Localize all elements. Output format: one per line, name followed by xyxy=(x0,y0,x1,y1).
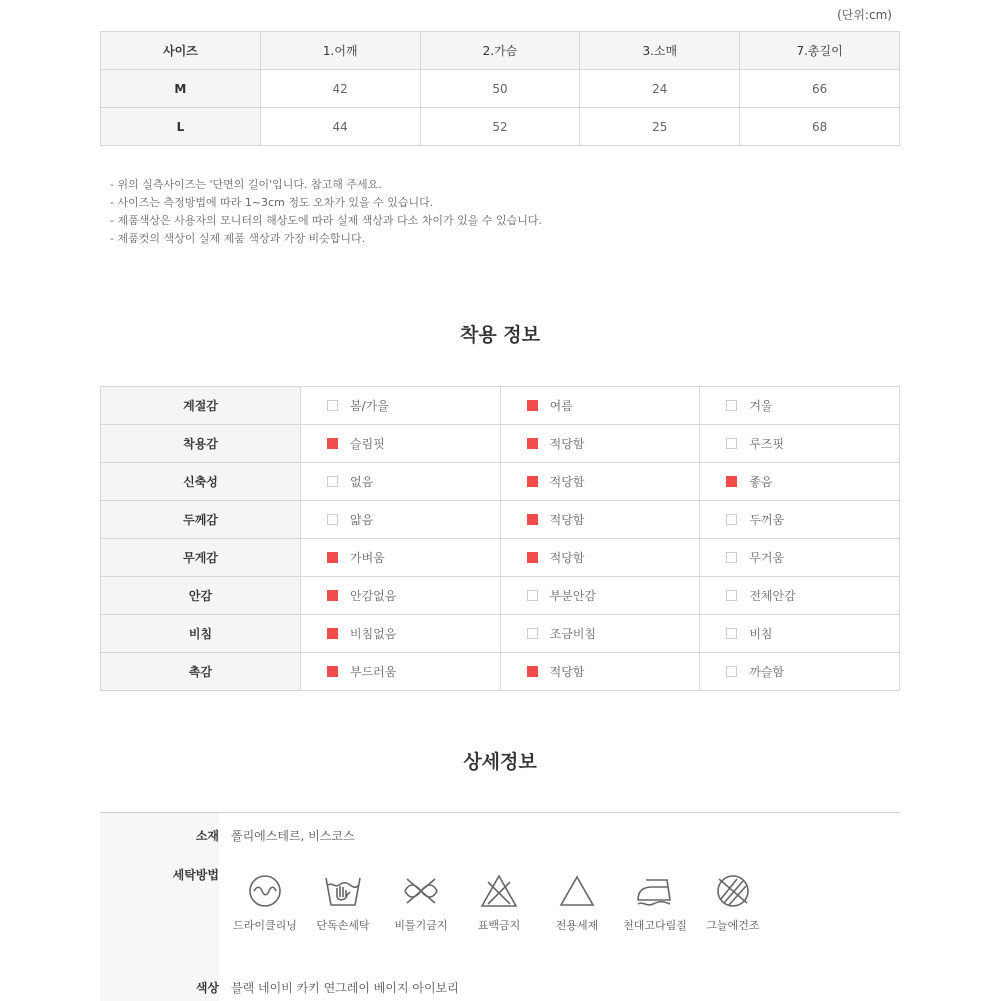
wear-info-option xyxy=(500,615,700,653)
unchecked-box-icon xyxy=(726,514,737,525)
wear-info-option xyxy=(700,539,900,577)
wash-item-label: 표백금지 xyxy=(477,919,521,932)
wash-item-label: 드라이클리닝 xyxy=(233,919,297,932)
wear-info-option xyxy=(301,539,501,577)
wear-info-row xyxy=(101,501,900,539)
size-cell: 50 xyxy=(420,70,580,108)
unchecked-box-icon xyxy=(726,666,737,677)
size-cell: 52 xyxy=(420,108,580,146)
wear-info-row xyxy=(101,653,900,691)
wear-info-row xyxy=(101,387,900,425)
wear-info-option xyxy=(301,387,501,425)
unchecked-box-icon xyxy=(327,514,338,525)
wash-item-label: 천대고다림질 xyxy=(623,919,687,932)
wear-info-option-label: 겨울 xyxy=(749,399,773,413)
size-notes xyxy=(110,176,542,248)
unchecked-box-icon xyxy=(726,552,737,563)
checked-box-icon xyxy=(327,552,338,563)
size-cell: 66 xyxy=(740,70,900,108)
note-item: - 제품컷의 색상이 실제 제품 색상과 가장 비슷합니다. xyxy=(110,232,366,245)
wash-item-label: 비틀기금지 xyxy=(394,919,448,932)
wear-info-option xyxy=(500,539,700,577)
wear-info-option xyxy=(301,425,501,463)
hand-wash-icon xyxy=(323,873,363,909)
size-cell: L xyxy=(101,108,261,146)
wear-info-option xyxy=(700,577,900,615)
wear-info-table xyxy=(100,386,900,691)
unchecked-box-icon xyxy=(527,590,538,601)
no-bleach-icon xyxy=(479,873,519,909)
wear-info-option xyxy=(500,463,700,501)
wear-info-label: 계절감 xyxy=(101,387,301,425)
wear-info-option-label: 가벼움 xyxy=(350,551,385,565)
size-cell: 25 xyxy=(580,108,740,146)
checked-box-icon xyxy=(527,438,538,449)
size-cell: 42 xyxy=(260,70,420,108)
wear-info-option-label: 봄/가을 xyxy=(350,399,389,413)
unchecked-box-icon xyxy=(726,590,737,601)
wash-item-label: 전용세제 xyxy=(555,919,599,932)
wear-info-option-label: 까슬함 xyxy=(749,665,785,679)
wear-info-row xyxy=(101,463,900,501)
wear-info-option xyxy=(500,577,700,615)
unchecked-box-icon xyxy=(726,628,737,639)
size-cell: 44 xyxy=(260,108,420,146)
wear-info-option xyxy=(301,615,501,653)
unchecked-box-icon xyxy=(726,400,737,411)
wear-info-option xyxy=(700,501,900,539)
wear-info-option xyxy=(700,615,900,653)
wash-item xyxy=(697,873,769,933)
unchecked-box-icon xyxy=(726,438,737,449)
no-wring-icon xyxy=(401,873,441,909)
size-header-cell: 1.어깨 xyxy=(260,32,420,70)
wear-info-option xyxy=(301,653,501,691)
wear-info-option xyxy=(700,653,900,691)
wear-info-option-label: 전체안감 xyxy=(749,589,796,603)
checked-box-icon xyxy=(527,666,538,677)
low-iron-icon xyxy=(634,873,676,909)
wear-info-label: 무게감 xyxy=(101,539,301,577)
wear-info-option-label: 부분안감 xyxy=(549,589,597,603)
wear-info-label: 두께감 xyxy=(101,501,301,539)
material-value: 폴리에스테르, 비스코스 xyxy=(231,829,355,843)
wear-info-label: 촉감 xyxy=(101,653,301,691)
wash-item xyxy=(619,873,691,933)
wear-info-option-label: 적당함 xyxy=(549,551,585,565)
wear-info-option-label: 안감없음 xyxy=(350,589,397,603)
wear-info-title: 착용 정보 xyxy=(459,324,541,346)
size-header-cell: 사이즈 xyxy=(101,32,261,70)
unchecked-box-icon xyxy=(327,476,338,487)
wear-info-option xyxy=(700,387,900,425)
wear-info-option xyxy=(301,501,501,539)
checked-box-icon xyxy=(527,400,538,411)
detail-info-title: 상세정보 xyxy=(463,751,537,773)
wear-info-option-label: 좋음 xyxy=(749,475,773,489)
wash-item xyxy=(541,873,613,933)
wear-info-option xyxy=(500,501,700,539)
checked-box-icon xyxy=(527,552,538,563)
wear-info-row xyxy=(101,615,900,653)
checked-box-icon xyxy=(327,628,338,639)
wear-info-option-label: 얇음 xyxy=(350,513,374,527)
detail-info-panel xyxy=(100,812,900,1001)
wash-item-label: 그늘에건조 xyxy=(706,919,760,932)
note-item: - 위의 실측사이즈는 '단면의 길이'입니다. 참고해 주세요. xyxy=(110,178,382,191)
note-item: - 사이즈는 측정방법에 따라 1~3cm 정도 오차가 있을 수 있습니다. xyxy=(110,196,434,209)
note-item: - 제품색상은 사용자의 모니터의 해상도에 따라 실제 색상과 다소 차이가 있을 수 있습니다. xyxy=(110,214,542,227)
shade-dry-icon xyxy=(713,873,753,909)
size-header-cell: 2.가슴 xyxy=(420,32,580,70)
color-label: 색상 xyxy=(195,981,219,995)
wear-info-option xyxy=(301,577,501,615)
checked-box-icon xyxy=(327,666,338,677)
size-header-cell: 3.소매 xyxy=(580,32,740,70)
wear-info-label: 안감 xyxy=(101,577,301,615)
color-value: 블랙 네이비 카키 연그레이 베이지 아이보리 xyxy=(231,981,459,995)
wear-info-option-label: 적당함 xyxy=(549,513,585,527)
wear-info-option-label: 적당함 xyxy=(549,437,585,451)
size-table-row xyxy=(101,108,900,146)
checked-box-icon xyxy=(527,514,538,525)
wear-info-label: 비침 xyxy=(101,615,301,653)
size-table-header-row xyxy=(101,32,900,70)
wear-info-option-label: 무거움 xyxy=(749,551,785,565)
wear-info-option-label: 비침없음 xyxy=(350,627,397,641)
wear-info-label: 신축성 xyxy=(101,463,301,501)
wear-info-option xyxy=(700,425,900,463)
wear-info-option-label: 부드러움 xyxy=(350,665,397,679)
size-table-row xyxy=(101,70,900,108)
wash-item xyxy=(385,873,457,933)
wear-info-row xyxy=(101,577,900,615)
detail-label-column xyxy=(100,813,219,1001)
unchecked-box-icon xyxy=(527,628,538,639)
checked-box-icon xyxy=(527,476,538,487)
wear-info-option-label: 두꺼움 xyxy=(749,513,785,527)
wear-info-option-label: 여름 xyxy=(549,399,573,413)
wear-info-row xyxy=(101,425,900,463)
dry-clean-icon xyxy=(247,873,283,909)
size-cell: 24 xyxy=(580,70,740,108)
wear-info-option xyxy=(301,463,501,501)
wear-info-option-label: 비침 xyxy=(749,627,773,641)
wash-label: 세탁방법 xyxy=(172,868,219,882)
wash-item xyxy=(229,873,301,933)
mild-detergent-icon xyxy=(557,873,597,909)
wear-info-option-label: 루즈핏 xyxy=(749,437,785,451)
wear-info-label: 착용감 xyxy=(101,425,301,463)
wash-item-label: 단독손세탁 xyxy=(316,919,370,932)
wear-info-option-label: 조금비침 xyxy=(549,627,597,641)
wear-info-option-label: 없음 xyxy=(350,475,374,489)
wear-info-option-label: 적당함 xyxy=(549,475,585,489)
wash-item xyxy=(307,873,379,933)
checked-box-icon xyxy=(726,476,737,487)
unchecked-box-icon xyxy=(327,400,338,411)
wear-info-option-label: 적당함 xyxy=(549,665,585,679)
size-unit-label: (단위:cm) xyxy=(837,8,892,22)
size-table xyxy=(100,31,900,146)
checked-box-icon xyxy=(327,590,338,601)
size-cell: M xyxy=(101,70,261,108)
wear-info-option xyxy=(500,425,700,463)
size-cell: 68 xyxy=(740,108,900,146)
wash-icons xyxy=(231,873,771,943)
material-label: 소재 xyxy=(195,829,219,843)
checked-box-icon xyxy=(327,438,338,449)
size-header-cell: 7.총길이 xyxy=(740,32,900,70)
wear-info-option xyxy=(500,653,700,691)
wear-info-option xyxy=(700,463,900,501)
wear-info-row xyxy=(101,539,900,577)
wear-info-option-label: 슬림핏 xyxy=(350,437,385,451)
wear-info-option xyxy=(500,387,700,425)
wash-item xyxy=(463,873,535,933)
